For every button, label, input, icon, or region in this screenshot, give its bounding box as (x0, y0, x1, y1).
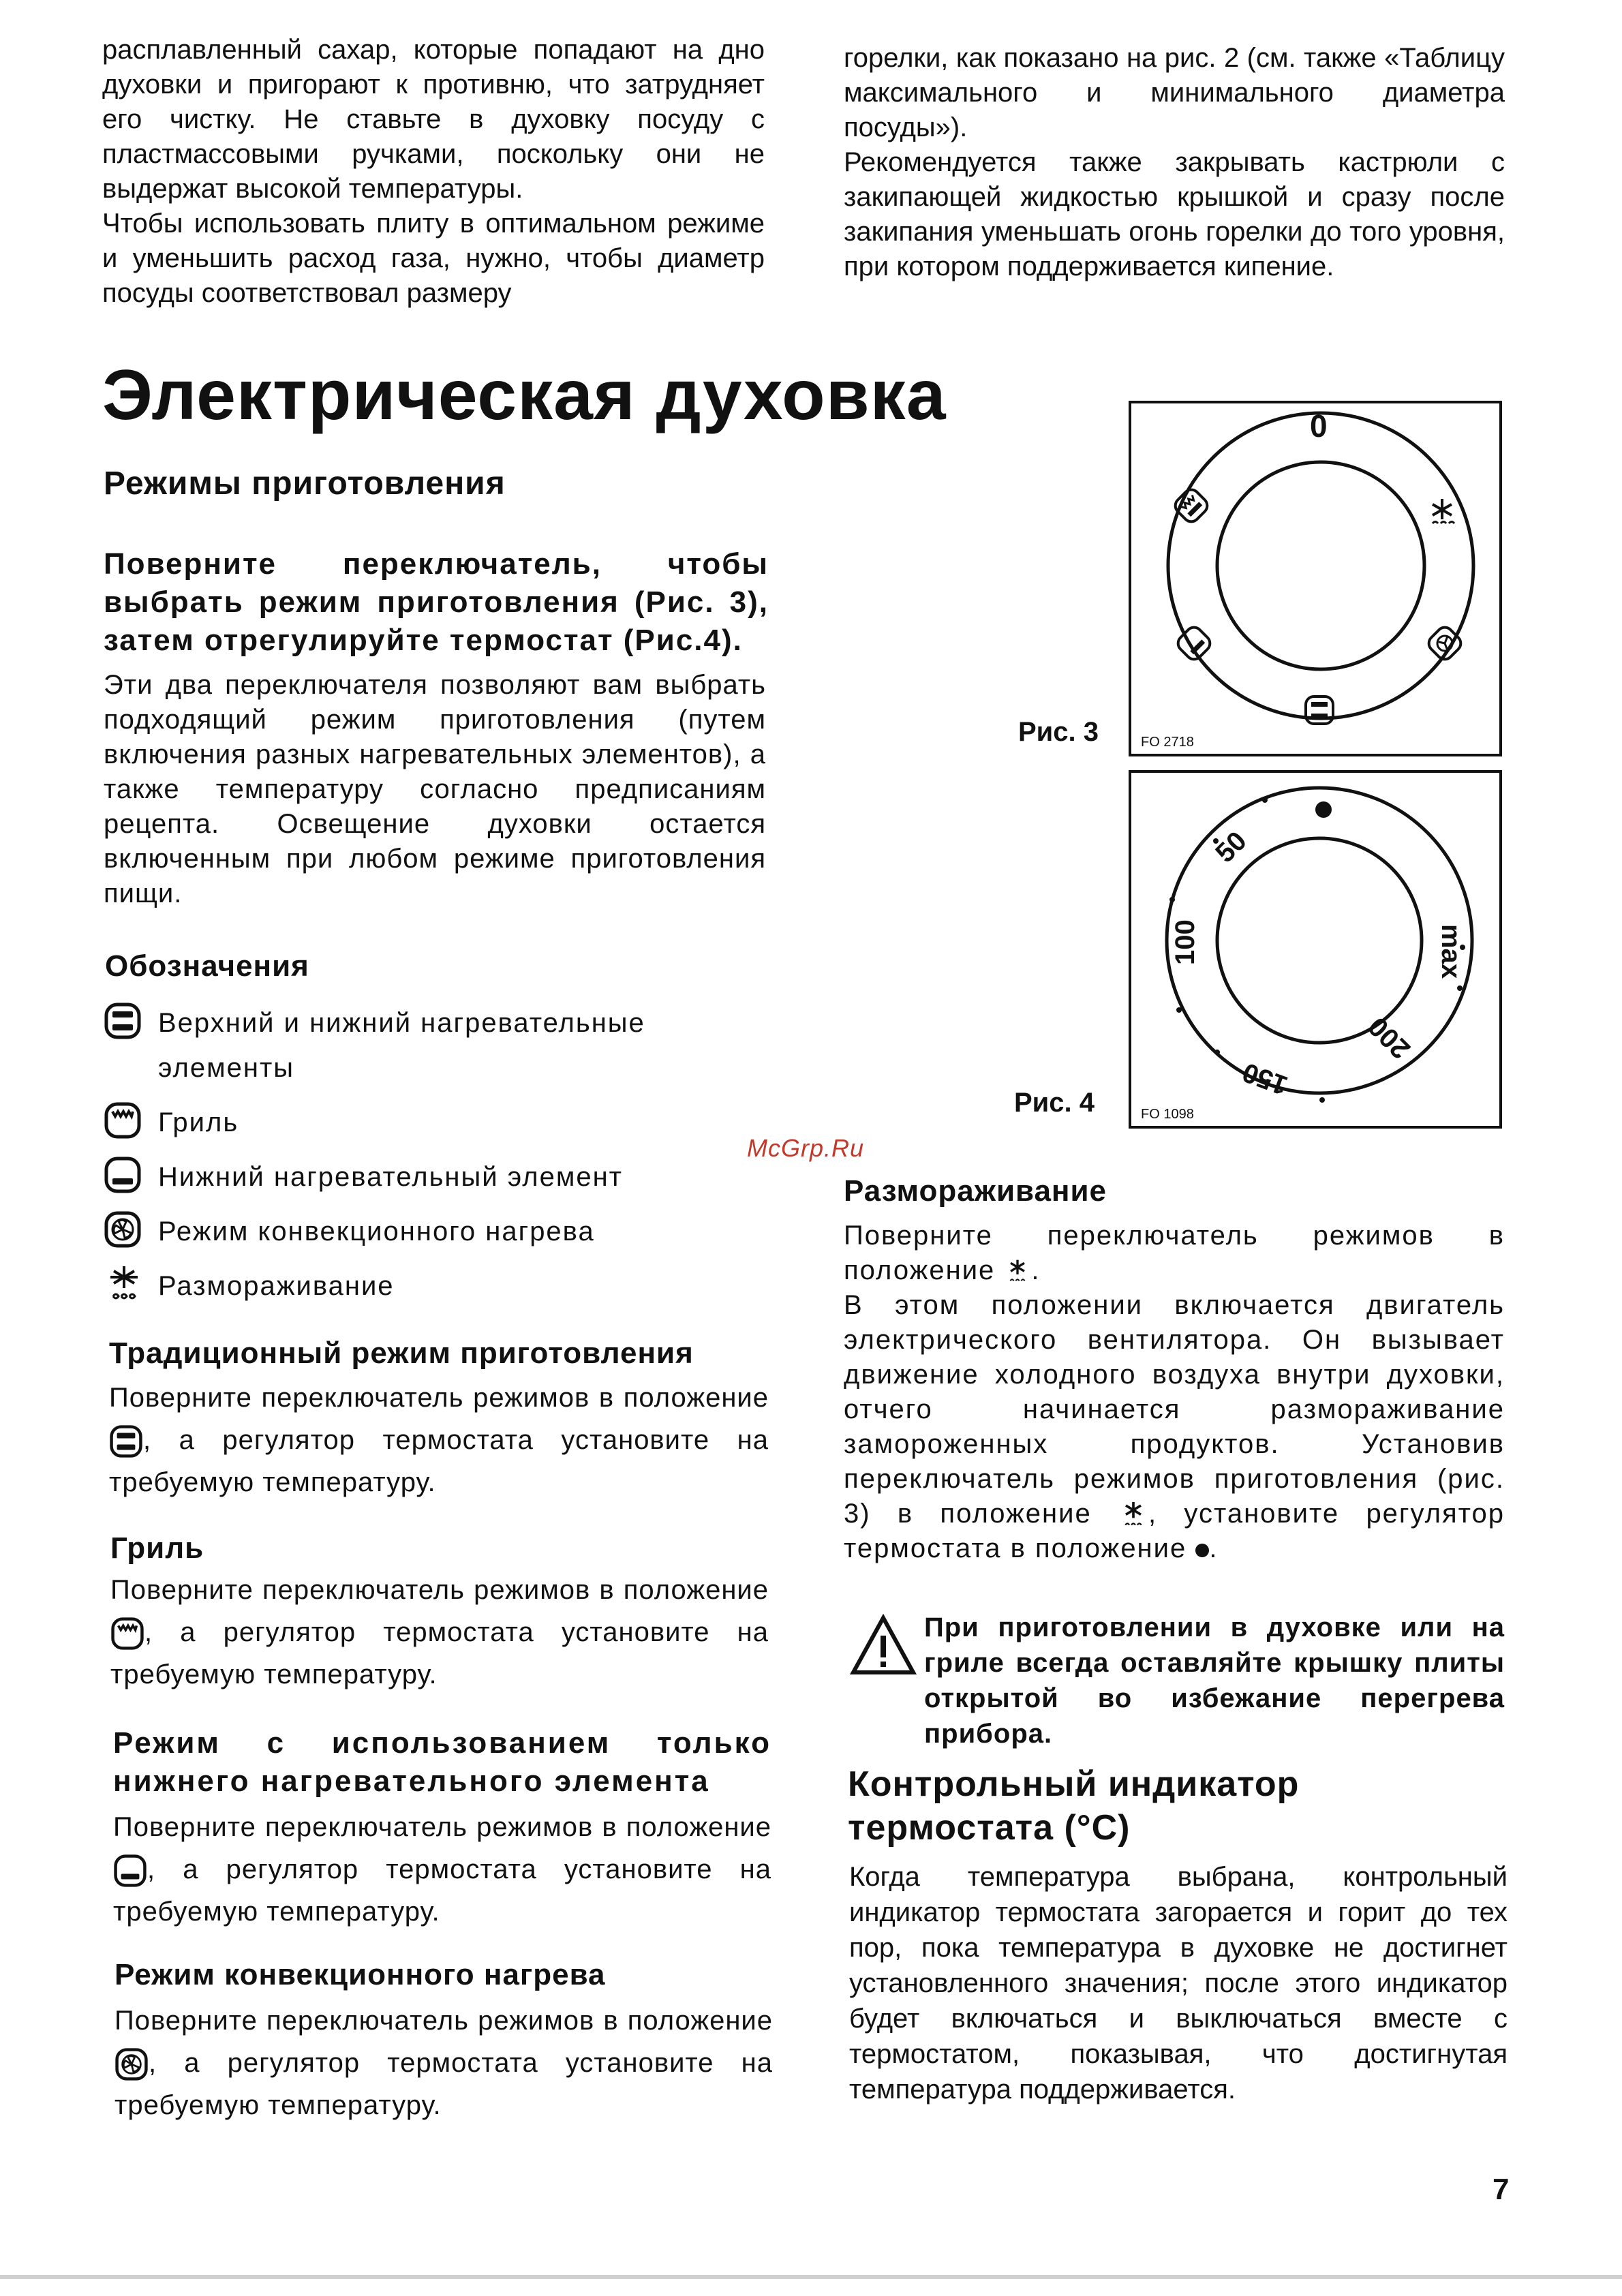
top-left-paragraph-1: расплавленный сахар, которые попадают на дно духовки и пригорают к противню, что затрудняет его чистку. Не ставьте в духовку посуду с пластмассовыми ручками, поскольку они не выдержат высокой температуры. (102, 35, 765, 204)
dial-mark-200: 200 (1362, 1011, 1416, 1065)
defrost-icon (1118, 1499, 1148, 1531)
bottom-text-1: Поверните переключатель режимов в положение (113, 1812, 771, 1842)
defrost-text-1a: Поверните переключатель режимов в положение (844, 1221, 1505, 1285)
bottom-edge-line (0, 2275, 1622, 2279)
fig3-label: Рис. 3 (1018, 717, 1099, 747)
page-title: Электрическая духовка (102, 356, 947, 435)
indicator-heading: Контрольный индикатор термостата (°C) (848, 1764, 1300, 1848)
figure-4-thermostat-dial (1129, 770, 1502, 1129)
defrost-text (844, 1219, 1505, 1566)
defrost-paragraph-2 (844, 1288, 1505, 1566)
indicator-text (849, 1859, 1508, 2107)
top-right-text (844, 41, 1505, 284)
legend-item-bottom (104, 1154, 771, 1199)
grill-icon (110, 1617, 144, 1651)
convection-text-2: , а регулятор термостата установите на требуемую температуру. (114, 2048, 773, 2120)
legend-item-defrost (104, 1264, 771, 1308)
bottom-text (113, 1806, 771, 1933)
subtitle: Режимы приготовления (104, 465, 506, 502)
legend-list (104, 1000, 771, 1318)
defrost-text-2a: В этом положении включается двигатель электрического вентилятора. Он вызывает движение холодного воздуха внутри духовки, отчего начинается размораживание замороженных продуктов. Установив переключатель режимов приготовления (рис. 3) в положение (844, 1290, 1505, 1529)
legend-label: Гриль (158, 1107, 239, 1137)
bottom-heat-icon (104, 1154, 158, 1195)
fig4-label: Рис. 4 (1014, 1088, 1095, 1118)
grill-heading: Гриль (110, 1531, 204, 1565)
legend-label: Режим конвекционного нагрева (158, 1216, 595, 1246)
traditional-text (109, 1377, 769, 1503)
dial-mark-max: max (1436, 924, 1466, 979)
dial-mark-50: 50 (1210, 825, 1253, 869)
convection-text (114, 2000, 773, 2126)
traditional-text-2: , а регулятор термостата установите на требуемую температуру. (109, 1425, 769, 1497)
fig3-code: FO 2718 (1141, 735, 1194, 750)
warning-text: При приготовлении в духовке или на гриле всегда оставляйте крышку плиты открытой во избежание перегрева прибора. (924, 1612, 1505, 1749)
top-bottom-heat-icon (104, 1000, 158, 1041)
defrost-text-2b: , установите регулятор термостата в положение (844, 1499, 1505, 1564)
legend-item-top-bottom (104, 1000, 771, 1090)
dial-mark-150: 150 (1238, 1056, 1292, 1101)
legend-heading: Обозначения (105, 949, 309, 983)
defrost-icon (1433, 499, 1454, 523)
bottom-heat-icon (113, 1854, 147, 1888)
defrost-heading: Размораживание (844, 1174, 1107, 1208)
intro-heading: Поверните переключатель, чтобы выбрать режим приготовления (Рис. 3), затем отрегулируйте термостат (Рис.4). (104, 547, 769, 657)
traditional-text-1: Поверните переключатель режимов в положение (109, 1383, 769, 1413)
fan-icon (114, 2047, 149, 2081)
legend-item-grill (104, 1100, 771, 1145)
bottom-heading: Режим с использованием только нижнего нагревательного элемента (113, 1726, 771, 1798)
intro-paragraph: Эти два переключателя позволяют вам выбрать подходящий режим приготовления (путем включения разных нагревательных элементов), а также температуру согласно предписаниям рецепта. Освещение духовки остается включенным при любом режиме приготовления пищи. (104, 670, 766, 908)
legend-label: Нижний нагревательный элемент (158, 1162, 624, 1192)
top-right-paragraph-2: Рекомендуется также закрывать кастрюли с закипающей жидкостью крышкой и сразу после закипания уменьшать огонь горелки до того уровня, при котором поддерживается кипение. (844, 147, 1505, 281)
fan-icon (104, 1209, 158, 1250)
grill-text-2: , а регулятор термостата установите на требуемую температуру. (110, 1617, 769, 1689)
page-number: 7 (1493, 2173, 1510, 2206)
bottom-text-2: , а регулятор термостата установите на требуемую температуру. (113, 1854, 771, 1927)
legend-label: Размораживание (158, 1271, 395, 1301)
watermark: McGrp.Ru (747, 1134, 865, 1162)
convection-heading: Режим конвекционного нагрева (114, 1958, 606, 1991)
defrost-paragraph-1 (844, 1219, 1505, 1288)
grill-text (110, 1569, 769, 1696)
grill-text-1: Поверните переключатель режимов в положение (110, 1575, 769, 1605)
warning-triangle-icon (849, 1614, 917, 1680)
defrost-icon (104, 1264, 158, 1304)
defrost-text-2c: . (1209, 1533, 1219, 1564)
legend-label: Верхний и нижний нагревательные элементы (158, 1008, 645, 1083)
indicator-paragraph: Когда температура выбрана, контрольный индикатор термостата загорается и горит до тех пор, пока температура в духовке не достигнет установленного значения; после этого индикатор будет включаться и выключаться вместе с термостатом, показывая, что достигнутая температура поддерживается. (849, 1862, 1508, 2104)
top-right-paragraph-1: горелки, как показано на рис. 2 (см. также «Таблицу максимального и минимального диаметра посуды»). (844, 43, 1505, 142)
intro-text (104, 668, 766, 911)
grill-icon (104, 1100, 158, 1141)
defrost-icon (1004, 1257, 1031, 1287)
top-bottom-heat-icon (109, 1424, 143, 1458)
grill-icon (1172, 487, 1211, 525)
top-left-paragraph-2: Чтобы использовать плиту в оптимальном режиме и уменьшить расход газа, нужно, чтобы диаметр посуды соответствовал размеру (102, 209, 765, 308)
dial-mark-100: 100 (1170, 919, 1200, 965)
traditional-heading: Традиционный режим приготовления (109, 1336, 694, 1370)
dial-zero-label: 0 (1310, 408, 1328, 444)
top-left-text (102, 33, 765, 311)
fig4-code: FO 1098 (1141, 1107, 1194, 1122)
convection-text-1: Поверните переключатель режимов в положение (114, 2006, 773, 2036)
figure-3-mode-dial (1129, 401, 1502, 756)
off-dot-icon (1195, 1544, 1209, 1557)
defrost-text-1b: . (1031, 1255, 1041, 1285)
off-dot (1315, 801, 1332, 818)
legend-item-fan (104, 1209, 771, 1254)
